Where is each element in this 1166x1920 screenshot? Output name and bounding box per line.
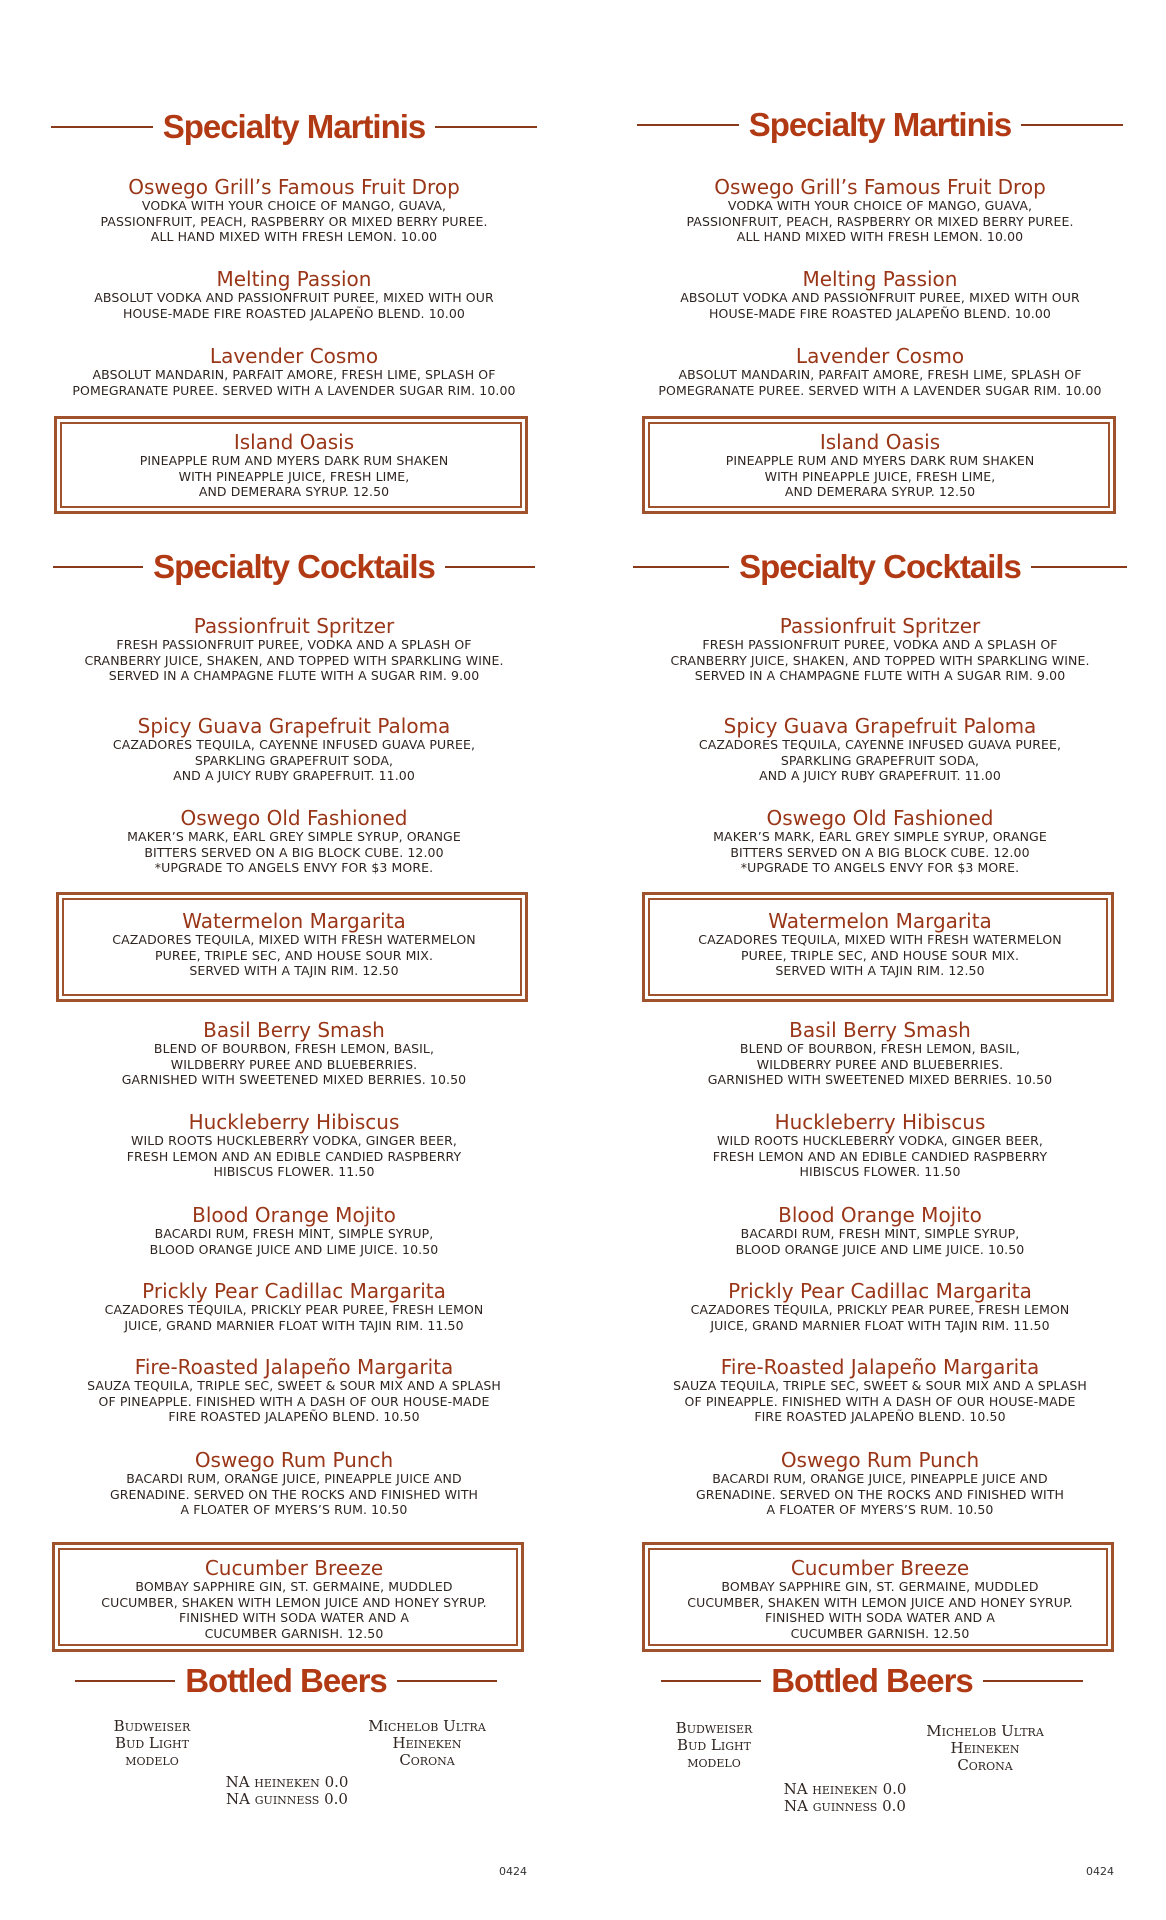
beer-item: Corona bbox=[399, 1751, 455, 1769]
beer-item: NA guinness 0.0 bbox=[784, 1797, 906, 1815]
menu-code: 0424 bbox=[1086, 1865, 1114, 1878]
item-description: BLEND OF BOURBON, FRESH LEMON, BASIL, WILDBERRY PUREE AND BLUEBERRIES. GARNISHED WITH SWEETENED MIXED BERRIES. 10.50 bbox=[121, 1041, 467, 1087]
item-description: PINEAPPLE RUM AND MYERS DARK RUM SHAKEN WITH PINEAPPLE JUICE, FRESH LIME, AND DEMERARA SYRUP. 12.50 bbox=[139, 453, 449, 499]
menu-item bbox=[620, 1204, 1140, 1257]
beer-list-na bbox=[212, 1774, 362, 1808]
heading-rule bbox=[397, 1680, 497, 1682]
item-description: SAUZA TEQUILA, TRIPLE SEC, SWEET & SOUR MIX AND A SPLASH OF PINEAPPLE. FINISHED WITH A DASH OF OUR HOUSE-MADE FIRE ROASTED JALAPEÑO BLEND. 10.50 bbox=[673, 1378, 1087, 1424]
beer-item: NA heineken 0.0 bbox=[783, 1780, 907, 1798]
menu-item bbox=[620, 268, 1140, 321]
item-description: CAZADORES TEQUILA, PRICKLY PEAR PUREE, FRESH LEMON JUICE, GRAND MARNIER FLOAT WITH TAJIN RIM. 11.50 bbox=[690, 1302, 1070, 1333]
menu-item bbox=[620, 1111, 1140, 1180]
menu-code: 0424 bbox=[499, 1865, 527, 1878]
menu-item bbox=[34, 1356, 554, 1425]
menu-item-featured bbox=[34, 431, 554, 500]
menu-item bbox=[34, 1449, 554, 1518]
item-name: Watermelon Margarita bbox=[768, 909, 992, 933]
heading-rule bbox=[445, 566, 535, 568]
beer-item: modelo bbox=[687, 1753, 741, 1771]
item-name: Fire-Roasted Jalapeño Margarita bbox=[134, 1355, 454, 1379]
beer-item: NA heineken 0.0 bbox=[225, 1773, 349, 1791]
item-name: Oswego Old Fashioned bbox=[766, 806, 994, 830]
item-description: PINEAPPLE RUM AND MYERS DARK RUM SHAKEN WITH PINEAPPLE JUICE, FRESH LIME, AND DEMERARA SYRUP. 12.50 bbox=[725, 453, 1035, 499]
menu-item bbox=[620, 1449, 1140, 1518]
beer-list-1 bbox=[92, 1718, 212, 1769]
item-description: BACARDI RUM, ORANGE JUICE, PINEAPPLE JUICE AND GRENADINE. SERVED ON THE ROCKS AND FINISHED WITH A FLOATER OF MYERS’S RUM. 10.50 bbox=[109, 1471, 479, 1517]
item-name: Oswego Rum Punch bbox=[194, 1448, 394, 1472]
martinis-heading bbox=[620, 106, 1140, 144]
beer-item: Michelob Ultra bbox=[926, 1722, 1044, 1740]
item-name: Prickly Pear Cadillac Margarita bbox=[142, 1279, 446, 1303]
item-name: Passionfruit Spritzer bbox=[193, 614, 395, 638]
menu-item bbox=[34, 345, 554, 398]
menu-panel-left bbox=[34, 0, 554, 1920]
item-name: Huckleberry Hibiscus bbox=[188, 1110, 400, 1134]
item-description: VODKA WITH YOUR CHOICE OF MANGO, GUAVA, PASSIONFRUIT, PEACH, RASPBERRY OR MIXED BERRY PUREE. ALL HAND MIXED WITH FRESH LEMON. 10.00 bbox=[100, 198, 488, 244]
item-description: BACARDI RUM, FRESH MINT, SIMPLE SYRUP, BLOOD ORANGE JUICE AND LIME JUICE. 10.50 bbox=[149, 1226, 439, 1257]
item-description: CAZADORES TEQUILA, MIXED WITH FRESH WATERMELON PUREE, TRIPLE SEC, AND HOUSE SOUR MIX. SERVED WITH A TAJIN RIM. 12.50 bbox=[698, 932, 1062, 978]
menu-item bbox=[34, 1111, 554, 1180]
item-name: Fire-Roasted Jalapeño Margarita bbox=[720, 1355, 1040, 1379]
item-description: CAZADORES TEQUILA, PRICKLY PEAR PUREE, FRESH LEMON JUICE, GRAND MARNIER FLOAT WITH TAJIN RIM. 11.50 bbox=[104, 1302, 484, 1333]
menu-item-featured bbox=[620, 431, 1140, 500]
heading-rule bbox=[53, 566, 143, 568]
beers-heading bbox=[26, 1662, 546, 1700]
menu-item bbox=[34, 807, 554, 876]
item-description: MAKER’S MARK, EARL GREY SIMPLE SYRUP, ORANGE BITTERS SERVED ON A BIG BLOCK CUBE. 12.00 *UPGRADE TO ANGELS ENVY FOR $3 MORE. bbox=[127, 829, 461, 875]
item-name: Prickly Pear Cadillac Margarita bbox=[728, 1279, 1032, 1303]
item-description: ABSOLUT VODKA AND PASSIONFRUIT PUREE, MIXED WITH OUR HOUSE-MADE FIRE ROASTED JALAPEÑO BLEND. 10.00 bbox=[94, 290, 494, 321]
item-description: CAZADORES TEQUILA, CAYENNE INFUSED GUAVA PUREE, SPARKLING GRAPEFRUIT SODA, AND A JUICY RUBY GRAPEFRUIT. 11.00 bbox=[112, 737, 476, 783]
menu-item bbox=[34, 715, 554, 784]
item-description: WILD ROOTS HUCKLEBERRY VODKA, GINGER BEER, FRESH LEMON AND AN EDIBLE CANDIED RASPBERRY HIBISCUS FLOWER. 11.50 bbox=[126, 1133, 462, 1179]
menu-item bbox=[620, 615, 1140, 684]
section-title: Bottled Beers bbox=[185, 1662, 387, 1699]
heading-rule bbox=[661, 1680, 761, 1682]
menu-item-featured bbox=[34, 910, 554, 979]
beer-list-2 bbox=[910, 1723, 1060, 1774]
menu-item bbox=[620, 1280, 1140, 1333]
menu-item bbox=[34, 1280, 554, 1333]
menu-item bbox=[620, 176, 1140, 245]
item-description: VODKA WITH YOUR CHOICE OF MANGO, GUAVA, PASSIONFRUIT, PEACH, RASPBERRY OR MIXED BERRY PUREE. ALL HAND MIXED WITH FRESH LEMON. 10.00 bbox=[686, 198, 1074, 244]
martinis-heading bbox=[34, 108, 554, 146]
cocktails-heading bbox=[620, 548, 1140, 586]
item-name: Lavender Cosmo bbox=[795, 344, 965, 368]
item-name: Cucumber Breeze bbox=[204, 1556, 384, 1580]
item-name: Watermelon Margarita bbox=[182, 909, 406, 933]
menu-panel-right bbox=[620, 0, 1140, 1920]
menu-item bbox=[620, 1019, 1140, 1088]
menu-item bbox=[34, 1204, 554, 1257]
item-name: Huckleberry Hibiscus bbox=[774, 1110, 986, 1134]
item-name: Blood Orange Mojito bbox=[192, 1203, 396, 1227]
item-description: WILD ROOTS HUCKLEBERRY VODKA, GINGER BEER, FRESH LEMON AND AN EDIBLE CANDIED RASPBERRY HIBISCUS FLOWER. 11.50 bbox=[712, 1133, 1048, 1179]
beer-item: Heineken bbox=[950, 1739, 1020, 1757]
menu-item bbox=[34, 176, 554, 245]
item-name: Passionfruit Spritzer bbox=[779, 614, 981, 638]
beer-list-2 bbox=[352, 1718, 502, 1769]
section-title: Specialty Martinis bbox=[748, 106, 1012, 143]
beer-list-1 bbox=[654, 1720, 774, 1771]
heading-rule bbox=[51, 126, 153, 128]
heading-rule bbox=[637, 124, 739, 126]
beers-heading bbox=[612, 1662, 1132, 1700]
heading-rule bbox=[1031, 566, 1127, 568]
item-name: Island Oasis bbox=[233, 430, 355, 454]
item-name: Cucumber Breeze bbox=[790, 1556, 970, 1580]
item-description: ABSOLUT MANDARIN, PARFAIT AMORE, FRESH LIME, SPLASH OF POMEGRANATE PUREE. SERVED WITH A LAVENDER SUGAR RIM. 10.00 bbox=[658, 367, 1102, 398]
menu-item bbox=[620, 715, 1140, 784]
item-name: Spicy Guava Grapefruit Paloma bbox=[723, 714, 1037, 738]
item-name: Blood Orange Mojito bbox=[778, 1203, 982, 1227]
item-name: Oswego Old Fashioned bbox=[180, 806, 408, 830]
section-title: Specialty Cocktails bbox=[153, 548, 435, 585]
menu-item-featured bbox=[620, 910, 1140, 979]
beer-item: Budweiser bbox=[675, 1719, 753, 1737]
section-title: Bottled Beers bbox=[771, 1662, 973, 1699]
section-title: Specialty Cocktails bbox=[739, 548, 1021, 585]
item-name: Basil Berry Smash bbox=[203, 1018, 385, 1042]
beer-item: Corona bbox=[957, 1756, 1013, 1774]
item-description: FRESH PASSIONFRUIT PUREE, VODKA AND A SPLASH OF CRANBERRY JUICE, SHAKEN, AND TOPPED WITH SPARKLING WINE. SERVED IN A CHAMPAGNE FLUTE WITH A SUGAR RIM. 9.00 bbox=[84, 637, 504, 683]
item-description: MAKER’S MARK, EARL GREY SIMPLE SYRUP, ORANGE BITTERS SERVED ON A BIG BLOCK CUBE. 12.00 *UPGRADE TO ANGELS ENVY FOR $3 MORE. bbox=[713, 829, 1047, 875]
item-name: Oswego Grill’s Famous Fruit Drop bbox=[714, 175, 1046, 199]
menu-item-featured bbox=[34, 1557, 554, 1641]
heading-rule bbox=[983, 1680, 1083, 1682]
item-description: CAZADORES TEQUILA, CAYENNE INFUSED GUAVA PUREE, SPARKLING GRAPEFRUIT SODA, AND A JUICY RUBY GRAPEFRUIT. 11.00 bbox=[698, 737, 1062, 783]
item-name: Island Oasis bbox=[819, 430, 941, 454]
menu-item-featured bbox=[620, 1557, 1140, 1641]
menu-item bbox=[34, 615, 554, 684]
menu-item bbox=[620, 345, 1140, 398]
item-name: Melting Passion bbox=[802, 267, 958, 291]
item-description: BOMBAY SAPPHIRE GIN, ST. GERMAINE, MUDDLED CUCUMBER, SHAKEN WITH LEMON JUICE AND HONEY SYRUP. FINISHED WITH SODA WATER AND A CUCUMBER GARNISH. 12.50 bbox=[101, 1579, 487, 1641]
beer-item: NA guinness 0.0 bbox=[226, 1790, 348, 1808]
item-description: SAUZA TEQUILA, TRIPLE SEC, SWEET & SOUR MIX AND A SPLASH OF PINEAPPLE. FINISHED WITH A DASH OF OUR HOUSE-MADE FIRE ROASTED JALAPEÑO BLEND. 10.50 bbox=[87, 1378, 501, 1424]
item-name: Oswego Grill’s Famous Fruit Drop bbox=[128, 175, 460, 199]
item-description: BACARDI RUM, ORANGE JUICE, PINEAPPLE JUICE AND GRENADINE. SERVED ON THE ROCKS AND FINISHED WITH A FLOATER OF MYERS’S RUM. 10.50 bbox=[695, 1471, 1065, 1517]
item-description: FRESH PASSIONFRUIT PUREE, VODKA AND A SPLASH OF CRANBERRY JUICE, SHAKEN, AND TOPPED WITH SPARKLING WINE. SERVED IN A CHAMPAGNE FLUTE WITH A SUGAR RIM. 9.00 bbox=[670, 637, 1090, 683]
item-description: BOMBAY SAPPHIRE GIN, ST. GERMAINE, MUDDLED CUCUMBER, SHAKEN WITH LEMON JUICE AND HONEY SYRUP. FINISHED WITH SODA WATER AND A CUCUMBER GARNISH. 12.50 bbox=[687, 1579, 1073, 1641]
heading-rule bbox=[1021, 124, 1123, 126]
heading-rule bbox=[435, 126, 537, 128]
item-description: CAZADORES TEQUILA, MIXED WITH FRESH WATERMELON PUREE, TRIPLE SEC, AND HOUSE SOUR MIX. SERVED WITH A TAJIN RIM. 12.50 bbox=[112, 932, 476, 978]
beer-item: Bud Light bbox=[677, 1736, 751, 1754]
item-description: ABSOLUT VODKA AND PASSIONFRUIT PUREE, MIXED WITH OUR HOUSE-MADE FIRE ROASTED JALAPEÑO BLEND. 10.00 bbox=[680, 290, 1080, 321]
beer-item: Bud Light bbox=[115, 1734, 189, 1752]
menu-item bbox=[620, 1356, 1140, 1425]
menu-item bbox=[34, 1019, 554, 1088]
cocktails-heading bbox=[34, 548, 554, 586]
item-description: ABSOLUT MANDARIN, PARFAIT AMORE, FRESH LIME, SPLASH OF POMEGRANATE PUREE. SERVED WITH A LAVENDER SUGAR RIM. 10.00 bbox=[72, 367, 516, 398]
item-name: Lavender Cosmo bbox=[209, 344, 379, 368]
beer-list-na bbox=[770, 1781, 920, 1815]
beer-item: Heineken bbox=[392, 1734, 462, 1752]
item-name: Spicy Guava Grapefruit Paloma bbox=[137, 714, 451, 738]
beer-item: Michelob Ultra bbox=[368, 1717, 486, 1735]
beer-item: Budweiser bbox=[113, 1717, 191, 1735]
heading-rule bbox=[75, 1680, 175, 1682]
item-description: BLEND OF BOURBON, FRESH LEMON, BASIL, WILDBERRY PUREE AND BLUEBERRIES. GARNISHED WITH SWEETENED MIXED BERRIES. 10.50 bbox=[707, 1041, 1053, 1087]
heading-rule bbox=[633, 566, 729, 568]
item-name: Basil Berry Smash bbox=[789, 1018, 971, 1042]
section-title: Specialty Martinis bbox=[162, 108, 426, 145]
menu-item bbox=[620, 807, 1140, 876]
menu-item bbox=[34, 268, 554, 321]
item-description: BACARDI RUM, FRESH MINT, SIMPLE SYRUP, BLOOD ORANGE JUICE AND LIME JUICE. 10.50 bbox=[735, 1226, 1025, 1257]
item-name: Melting Passion bbox=[216, 267, 372, 291]
beer-item: modelo bbox=[125, 1751, 179, 1769]
item-name: Oswego Rum Punch bbox=[780, 1448, 980, 1472]
